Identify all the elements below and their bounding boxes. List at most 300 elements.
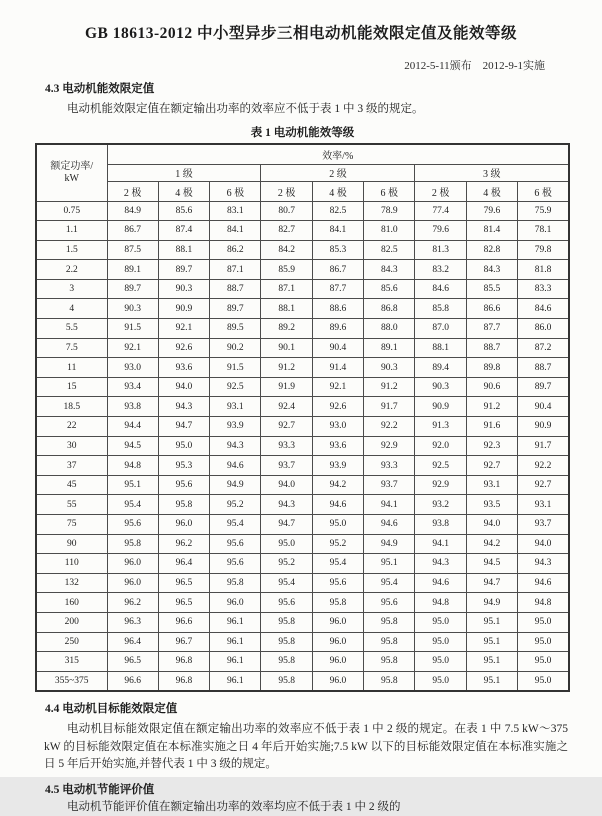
- value-cell: 86.6: [466, 299, 517, 319]
- value-cell: 95.8: [210, 573, 261, 593]
- value-cell: 84.3: [364, 260, 415, 280]
- value-cell: 93.0: [312, 417, 363, 437]
- value-cell: 90.6: [466, 377, 517, 397]
- value-cell: 92.5: [415, 456, 466, 476]
- value-cell: 96.6: [107, 671, 158, 691]
- value-cell: 95.2: [312, 534, 363, 554]
- value-cell: 96.2: [107, 593, 158, 613]
- value-cell: 94.9: [210, 475, 261, 495]
- table-caption: 表 1 电动机能效等级: [250, 126, 355, 139]
- value-cell: 94.1: [364, 495, 415, 515]
- value-cell: 89.5: [210, 319, 261, 339]
- value-cell: 84.9: [107, 201, 158, 221]
- value-cell: 93.8: [107, 397, 158, 417]
- value-cell: 92.2: [364, 417, 415, 437]
- value-cell: 95.8: [261, 632, 312, 652]
- value-cell: 95.4: [364, 573, 415, 593]
- value-cell: 89.4: [415, 358, 466, 378]
- value-cell: 95.8: [364, 652, 415, 672]
- value-cell: 96.5: [107, 652, 158, 672]
- value-cell: 96.1: [210, 612, 261, 632]
- value-cell: 95.8: [261, 612, 312, 632]
- value-cell: 95.0: [158, 436, 209, 456]
- value-cell: 94.1: [415, 534, 466, 554]
- value-cell: 92.7: [261, 417, 312, 437]
- table-row: [36, 475, 569, 495]
- value-cell: 83.2: [415, 260, 466, 280]
- value-cell: 92.1: [158, 319, 209, 339]
- value-cell: 91.7: [518, 436, 569, 456]
- value-cell: 88.7: [518, 358, 569, 378]
- table-row: [36, 456, 569, 476]
- section-4-4-body: 电动机目标能效限定值在额定输出功率的效率应不低于表 1 中 2 级的规定。在表 1 中 7.5 kW～375 kW 的目标能效限定值在本标准实施之日 4 年后开始实施;7.5 kW 以下的目标能效限定值在本标准实施之日 5 年后开始实施,并替代表 1 中 3 级的规定。: [44, 723, 568, 771]
- value-cell: 94.6: [312, 495, 363, 515]
- efficiency-header: 效率/%: [107, 144, 569, 165]
- power-cell: 55: [36, 495, 107, 515]
- value-cell: 95.8: [312, 593, 363, 613]
- value-cell: 93.1: [210, 397, 261, 417]
- pole-header: 4 极: [158, 181, 209, 201]
- value-cell: 95.0: [261, 534, 312, 554]
- value-cell: 96.7: [158, 632, 209, 652]
- power-cell: 315: [36, 652, 107, 672]
- value-cell: 94.3: [261, 495, 312, 515]
- value-cell: 87.1: [210, 260, 261, 280]
- value-cell: 92.2: [518, 456, 569, 476]
- value-cell: 92.6: [158, 338, 209, 358]
- value-cell: 94.8: [415, 593, 466, 613]
- value-cell: 92.7: [466, 456, 517, 476]
- table-row: [36, 260, 569, 280]
- table-row: [36, 221, 569, 241]
- value-cell: 86.2: [210, 240, 261, 260]
- value-cell: 95.8: [261, 652, 312, 672]
- value-cell: 95.4: [312, 554, 363, 574]
- value-cell: 95.4: [107, 495, 158, 515]
- value-cell: 93.7: [364, 475, 415, 495]
- value-cell: 79.8: [518, 240, 569, 260]
- value-cell: 89.1: [364, 338, 415, 358]
- value-cell: 95.2: [261, 554, 312, 574]
- table-row: [36, 377, 569, 397]
- value-cell: 94.3: [210, 436, 261, 456]
- value-cell: 96.0: [107, 573, 158, 593]
- efficiency-table-body: [36, 201, 569, 691]
- value-cell: 84.6: [415, 279, 466, 299]
- value-cell: 96.1: [210, 652, 261, 672]
- value-cell: 86.7: [107, 221, 158, 241]
- value-cell: 96.0: [312, 612, 363, 632]
- value-cell: 95.6: [364, 593, 415, 613]
- power-cell: 250: [36, 632, 107, 652]
- table-row: [36, 397, 569, 417]
- table-row: [36, 554, 569, 574]
- value-cell: 95.0: [518, 652, 569, 672]
- value-cell: 91.4: [312, 358, 363, 378]
- value-cell: 93.6: [158, 358, 209, 378]
- value-cell: 94.0: [261, 475, 312, 495]
- grade-3-header: 3 级: [415, 164, 569, 181]
- section-4-4-heading: 4.4 电动机目标能效限定值: [45, 703, 178, 716]
- table-row: [36, 534, 569, 554]
- value-cell: 85.9: [261, 260, 312, 280]
- power-cell: 11: [36, 358, 107, 378]
- value-cell: 86.8: [364, 299, 415, 319]
- value-cell: 94.2: [466, 534, 517, 554]
- value-cell: 89.7: [210, 299, 261, 319]
- value-cell: 95.6: [158, 475, 209, 495]
- table-row: [36, 436, 569, 456]
- pole-header: 6 极: [210, 181, 261, 201]
- value-cell: 95.6: [210, 554, 261, 574]
- power-cell: 2.2: [36, 260, 107, 280]
- value-cell: 78.1: [518, 221, 569, 241]
- value-cell: 84.6: [518, 299, 569, 319]
- section-4-3-body: 电动机能效限定值在额定输出功率的效率应不低于表 1 中 3 级的规定。: [67, 103, 424, 115]
- value-cell: 87.7: [312, 279, 363, 299]
- value-cell: 92.4: [261, 397, 312, 417]
- value-cell: 93.9: [312, 456, 363, 476]
- value-cell: 90.3: [107, 299, 158, 319]
- value-cell: 96.0: [210, 593, 261, 613]
- value-cell: 95.3: [158, 456, 209, 476]
- value-cell: 84.1: [312, 221, 363, 241]
- value-cell: 90.3: [364, 358, 415, 378]
- value-cell: 90.9: [518, 417, 569, 437]
- value-cell: 85.8: [415, 299, 466, 319]
- value-cell: 95.0: [312, 515, 363, 535]
- power-cell: 45: [36, 475, 107, 495]
- table-row: [36, 240, 569, 260]
- value-cell: 89.7: [158, 260, 209, 280]
- table-row: [36, 652, 569, 672]
- value-cell: 77.4: [415, 201, 466, 221]
- value-cell: 96.3: [107, 612, 158, 632]
- value-cell: 96.4: [107, 632, 158, 652]
- value-cell: 91.5: [107, 319, 158, 339]
- power-column-header: [36, 144, 107, 202]
- value-cell: 82.5: [312, 201, 363, 221]
- value-cell: 95.2: [210, 495, 261, 515]
- value-cell: 94.6: [210, 456, 261, 476]
- value-cell: 91.6: [466, 417, 517, 437]
- value-cell: 95.8: [107, 534, 158, 554]
- section-4-3-heading: 4.3 电动机能效限定值: [45, 83, 155, 95]
- value-cell: 95.1: [466, 671, 517, 691]
- power-cell: 7.5: [36, 338, 107, 358]
- value-cell: 96.8: [158, 671, 209, 691]
- value-cell: 95.1: [107, 475, 158, 495]
- power-cell: 1.1: [36, 221, 107, 241]
- power-label: 额定功率/: [50, 160, 94, 172]
- value-cell: 95.1: [364, 554, 415, 574]
- pole-header: 6 极: [518, 181, 569, 201]
- value-cell: 94.2: [312, 475, 363, 495]
- value-cell: 91.2: [261, 358, 312, 378]
- value-cell: 89.7: [107, 279, 158, 299]
- pole-header: 2 极: [261, 181, 312, 201]
- value-cell: 96.5: [158, 593, 209, 613]
- value-cell: 93.1: [466, 475, 517, 495]
- value-cell: 87.2: [518, 338, 569, 358]
- value-cell: 89.7: [518, 377, 569, 397]
- value-cell: 90.4: [518, 397, 569, 417]
- value-cell: 81.8: [518, 260, 569, 280]
- value-cell: 95.0: [415, 652, 466, 672]
- value-cell: 95.0: [518, 671, 569, 691]
- value-cell: 94.7: [261, 515, 312, 535]
- pole-header: 6 极: [364, 181, 415, 201]
- value-cell: 93.8: [415, 515, 466, 535]
- value-cell: 95.0: [415, 632, 466, 652]
- table-row: [36, 299, 569, 319]
- value-cell: 94.8: [107, 456, 158, 476]
- value-cell: 94.7: [158, 417, 209, 437]
- table-row: [36, 593, 569, 613]
- power-cell: 75: [36, 515, 107, 535]
- power-cell: 200: [36, 612, 107, 632]
- power-cell: 355~375: [36, 671, 107, 691]
- value-cell: 96.5: [158, 573, 209, 593]
- value-cell: 81.3: [415, 240, 466, 260]
- value-cell: 93.7: [261, 456, 312, 476]
- value-cell: 94.0: [158, 377, 209, 397]
- value-cell: 92.5: [210, 377, 261, 397]
- value-cell: 88.6: [312, 299, 363, 319]
- value-cell: 86.0: [518, 319, 569, 339]
- value-cell: 91.2: [466, 397, 517, 417]
- value-cell: 91.7: [364, 397, 415, 417]
- value-cell: 92.1: [107, 338, 158, 358]
- value-cell: 94.5: [466, 554, 517, 574]
- value-cell: 81.0: [364, 221, 415, 241]
- power-cell: 15: [36, 377, 107, 397]
- value-cell: 91.3: [415, 417, 466, 437]
- value-cell: 95.1: [466, 652, 517, 672]
- value-cell: 90.9: [158, 299, 209, 319]
- value-cell: 95.0: [518, 632, 569, 652]
- value-cell: 95.6: [312, 573, 363, 593]
- value-cell: 94.8: [518, 593, 569, 613]
- section-4-5-heading: 4.5 电动机节能评价值: [45, 783, 155, 796]
- value-cell: 93.2: [415, 495, 466, 515]
- power-cell: 1.5: [36, 240, 107, 260]
- value-cell: 90.4: [312, 338, 363, 358]
- value-cell: 95.1: [466, 632, 517, 652]
- value-cell: 89.8: [466, 358, 517, 378]
- value-cell: 89.1: [107, 260, 158, 280]
- value-cell: 96.0: [158, 515, 209, 535]
- value-cell: 91.9: [261, 377, 312, 397]
- table-row: [36, 319, 569, 339]
- value-cell: 94.4: [107, 417, 158, 437]
- value-cell: 92.3: [466, 436, 517, 456]
- value-cell: 93.3: [364, 456, 415, 476]
- value-cell: 94.3: [518, 554, 569, 574]
- value-cell: 94.7: [466, 573, 517, 593]
- value-cell: 93.3: [261, 436, 312, 456]
- value-cell: 93.6: [312, 436, 363, 456]
- value-cell: 92.9: [364, 436, 415, 456]
- grade-1-header: 1 级: [107, 164, 261, 181]
- table-row: [36, 201, 569, 221]
- value-cell: 95.6: [261, 593, 312, 613]
- value-cell: 75.9: [518, 201, 569, 221]
- power-cell: 90: [36, 534, 107, 554]
- pole-header: 2 极: [107, 181, 158, 201]
- value-cell: 88.1: [415, 338, 466, 358]
- value-cell: 85.6: [158, 201, 209, 221]
- value-cell: 84.2: [261, 240, 312, 260]
- value-cell: 93.9: [210, 417, 261, 437]
- value-cell: 87.1: [261, 279, 312, 299]
- power-cell: 4: [36, 299, 107, 319]
- value-cell: 81.4: [466, 221, 517, 241]
- value-cell: 95.8: [364, 671, 415, 691]
- value-cell: 95.6: [210, 534, 261, 554]
- value-cell: 82.8: [466, 240, 517, 260]
- value-cell: 96.4: [158, 554, 209, 574]
- value-cell: 87.0: [415, 319, 466, 339]
- power-cell: 110: [36, 554, 107, 574]
- table-row: [36, 338, 569, 358]
- table-row: [36, 671, 569, 691]
- efficiency-table: [35, 143, 570, 693]
- value-cell: 94.9: [466, 593, 517, 613]
- value-cell: 94.0: [518, 534, 569, 554]
- value-cell: 84.1: [210, 221, 261, 241]
- value-cell: 82.7: [261, 221, 312, 241]
- value-cell: 82.5: [364, 240, 415, 260]
- value-cell: 95.1: [466, 612, 517, 632]
- value-cell: 87.5: [107, 240, 158, 260]
- pole-header: 2 极: [415, 181, 466, 201]
- table-row: [36, 417, 569, 437]
- value-cell: 89.2: [261, 319, 312, 339]
- publish-dates: 2012-5-11颁布 2012-9-1实施: [404, 60, 545, 72]
- value-cell: 96.1: [210, 671, 261, 691]
- value-cell: 86.7: [312, 260, 363, 280]
- value-cell: 90.3: [158, 279, 209, 299]
- value-cell: 95.8: [364, 612, 415, 632]
- value-cell: 80.7: [261, 201, 312, 221]
- table-row: [36, 612, 569, 632]
- value-cell: 88.7: [466, 338, 517, 358]
- value-cell: 94.0: [466, 515, 517, 535]
- value-cell: 83.1: [210, 201, 261, 221]
- value-cell: 87.7: [466, 319, 517, 339]
- power-cell: 18.5: [36, 397, 107, 417]
- value-cell: 85.3: [312, 240, 363, 260]
- value-cell: 93.4: [107, 377, 158, 397]
- value-cell: 91.2: [364, 377, 415, 397]
- value-cell: 89.6: [312, 319, 363, 339]
- value-cell: 90.1: [261, 338, 312, 358]
- table-row: [36, 632, 569, 652]
- table-row: [36, 573, 569, 593]
- section-4-5-body: 电动机节能评价值在额定输出功率的效率均应不低于表 1 中 2 级的: [67, 800, 401, 813]
- value-cell: 96.6: [158, 612, 209, 632]
- value-cell: 90.3: [415, 377, 466, 397]
- value-cell: 96.8: [158, 652, 209, 672]
- value-cell: 95.4: [261, 573, 312, 593]
- value-cell: 95.0: [415, 612, 466, 632]
- value-cell: 96.1: [210, 632, 261, 652]
- value-cell: 87.4: [158, 221, 209, 241]
- value-cell: 93.5: [466, 495, 517, 515]
- table-row: [36, 358, 569, 378]
- table-row: [36, 495, 569, 515]
- value-cell: 94.6: [364, 515, 415, 535]
- value-cell: 92.7: [518, 475, 569, 495]
- value-cell: 94.5: [107, 436, 158, 456]
- value-cell: 92.6: [312, 397, 363, 417]
- value-cell: 90.2: [210, 338, 261, 358]
- value-cell: 94.3: [158, 397, 209, 417]
- value-cell: 93.7: [518, 515, 569, 535]
- value-cell: 88.1: [261, 299, 312, 319]
- value-cell: 95.6: [107, 515, 158, 535]
- value-cell: 84.3: [466, 260, 517, 280]
- value-cell: 92.1: [312, 377, 363, 397]
- grade-2-header: 2 级: [261, 164, 415, 181]
- value-cell: 96.2: [158, 534, 209, 554]
- value-cell: 96.0: [312, 652, 363, 672]
- value-cell: 95.4: [210, 515, 261, 535]
- value-cell: 91.5: [210, 358, 261, 378]
- value-cell: 95.8: [364, 632, 415, 652]
- power-cell: 0.75: [36, 201, 107, 221]
- value-cell: 92.0: [415, 436, 466, 456]
- table-row: [36, 515, 569, 535]
- value-cell: 95.0: [415, 671, 466, 691]
- value-cell: 94.3: [415, 554, 466, 574]
- value-cell: 95.8: [158, 495, 209, 515]
- value-cell: 95.8: [261, 671, 312, 691]
- value-cell: 94.6: [518, 573, 569, 593]
- power-cell: 30: [36, 436, 107, 456]
- power-cell: 5.5: [36, 319, 107, 339]
- value-cell: 79.6: [415, 221, 466, 241]
- value-cell: 96.0: [312, 632, 363, 652]
- power-cell: 22: [36, 417, 107, 437]
- table-row: [36, 279, 569, 299]
- document-title: GB 18613-2012 中小型异步三相电动机能效限定值及能效等级: [84, 25, 518, 42]
- power-cell: 3: [36, 279, 107, 299]
- value-cell: 93.1: [518, 495, 569, 515]
- value-cell: 85.5: [466, 279, 517, 299]
- value-cell: 95.0: [518, 612, 569, 632]
- value-cell: 88.0: [364, 319, 415, 339]
- value-cell: 88.1: [158, 240, 209, 260]
- value-cell: 78.9: [364, 201, 415, 221]
- value-cell: 93.0: [107, 358, 158, 378]
- pole-header: 4 极: [312, 181, 363, 201]
- power-cell: 37: [36, 456, 107, 476]
- power-unit: kW: [64, 172, 79, 184]
- value-cell: 94.9: [364, 534, 415, 554]
- pole-header: 4 极: [466, 181, 517, 201]
- value-cell: 79.6: [466, 201, 517, 221]
- value-cell: 94.6: [415, 573, 466, 593]
- power-cell: 132: [36, 573, 107, 593]
- value-cell: 88.7: [210, 279, 261, 299]
- value-cell: 96.0: [312, 671, 363, 691]
- value-cell: 92.9: [415, 475, 466, 495]
- value-cell: 85.6: [364, 279, 415, 299]
- power-cell: 160: [36, 593, 107, 613]
- value-cell: 90.9: [415, 397, 466, 417]
